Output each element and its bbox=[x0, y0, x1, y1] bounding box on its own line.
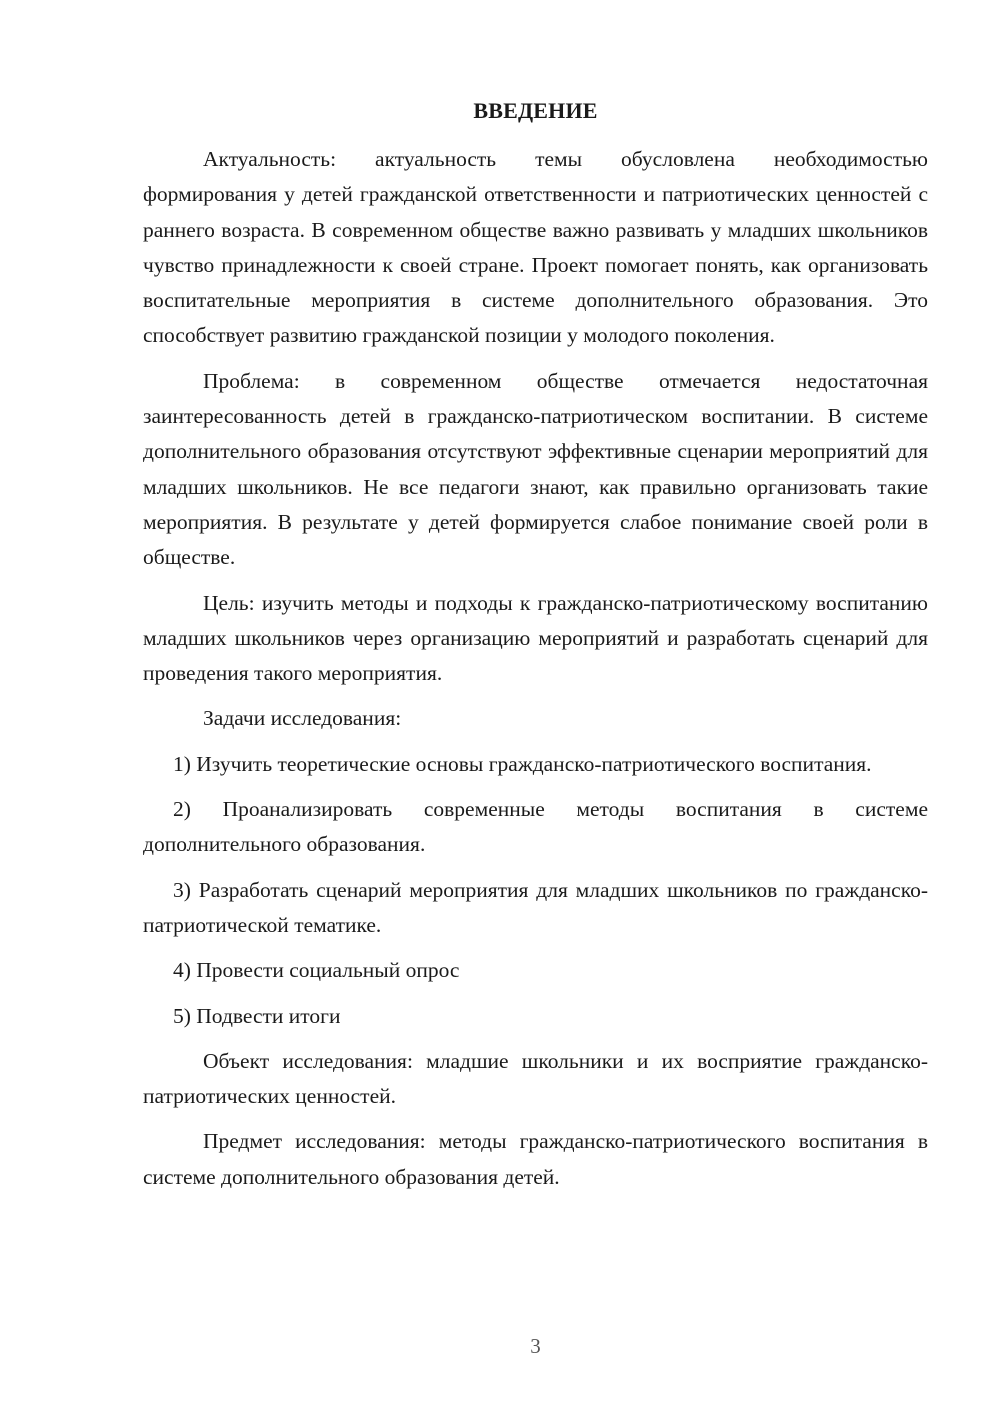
problem-paragraph: Проблема: в современном обществе отмечается недостаточная заинтересованность детей в гражданско-патриотическом воспитании. В системе дополнительного образования отсутствуют эффективные сценарии мероприятий для младших школьников. Не все педагоги знают, как правильно организовать такие мероприятия. В результате у детей формируется слабое понимание своей роли в обществе. bbox=[143, 368, 928, 570]
relevance-paragraph: Актуальность: актуальность темы обусловлена необходимостью формирования у детей гражданской ответственности и патриотических ценностей с раннего возраста. В современном обществе важно развивать у младших школьников чувство принадлежности к своей стране. Проект помогает понять, как организовать воспитательные мероприятия в системе дополнительного образования. Это способствует развитию гражданской позиции у молодого поколения. bbox=[143, 147, 928, 348]
page-number: 3 bbox=[530, 1334, 541, 1358]
task-item: 5) Подвести итоги bbox=[173, 1003, 341, 1028]
document-body bbox=[143, 142, 928, 1205]
task-item: 3) Разработать сценарий мероприятия для младших школьников по гражданско-патриотической тематике. bbox=[143, 877, 928, 937]
task-item: 2) Проанализировать современные методы воспитания в системе дополнительного образования. bbox=[143, 797, 928, 857]
research-subject-paragraph: Предмет исследования: методы гражданско-патриотического воспитания в системе дополнительного образования детей. bbox=[143, 1129, 928, 1189]
goal-paragraph: Цель: изучить методы и подходы к гражданско-патриотическому воспитанию младших школьников через организацию мероприятий и разработать сценарий для проведения такого мероприятия. bbox=[143, 590, 928, 686]
task-item: 4) Провести социальный опрос bbox=[173, 958, 460, 983]
task-item: 1) Изучить теоретические основы гражданско-патриотического воспитания. bbox=[173, 751, 872, 776]
document-page bbox=[143, 0, 928, 1414]
tasks-heading: Задачи исследования: bbox=[203, 706, 402, 731]
section-title: ВВЕДЕНИЕ bbox=[473, 98, 598, 123]
research-object-paragraph: Объект исследования: младшие школьники и их восприятие гражданско-патриотических ценностей. bbox=[143, 1048, 928, 1109]
